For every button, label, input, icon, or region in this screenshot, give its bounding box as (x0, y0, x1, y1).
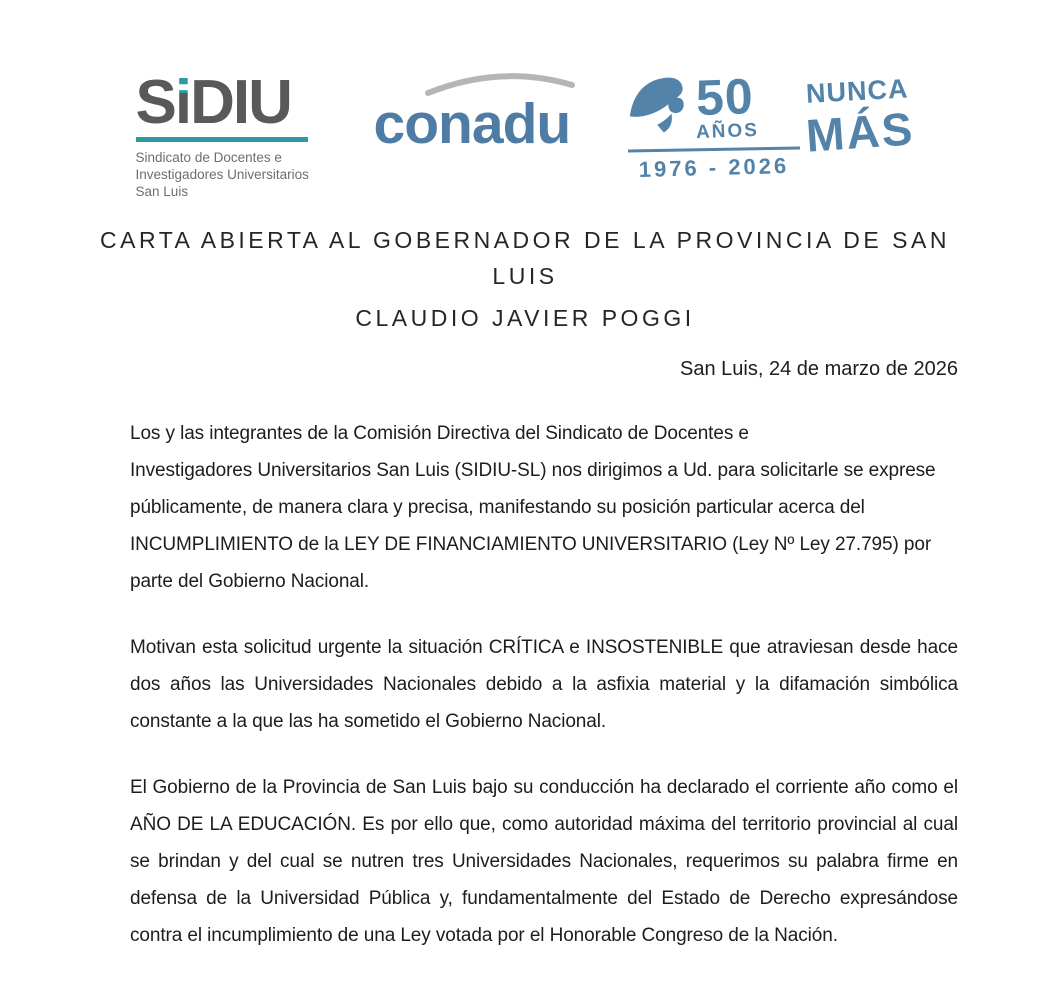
paragraph-1-line-1: Los y las integrantes de la Comisión Directiva del Sindicato de Docentes e (130, 423, 749, 444)
paragraph-1 (130, 415, 958, 600)
letter-recipient: CLAUDIO JAVIER POGGI (355, 305, 695, 331)
conadu-logo (373, 72, 571, 156)
sidiu-tagline-line: Investigadores Universitarios (135, 167, 309, 182)
years-range: 1976 - 2026 (638, 153, 790, 182)
slogan-mas: MÁS (804, 102, 917, 162)
paragraph-3: El Gobierno de la Provincia de San Luis bajo su conducción ha declarado el corriente año como el AÑO DE LA EDUCACIÓN. Es por ello que, como autoridad máxima del territorio provincial al cual se brindan y del cual se nutren tres Universidades Nacionales, requerimos su palabra firme en defensa de la Universidad Pública y, fundamentalmente del Estado de Derecho expresándose contra el incumplimiento de una Ley votada por el Honorable Congreso de la Nación. (130, 777, 958, 946)
letter-title: CARTA ABIERTA AL GOBERNADOR DE LA PROVINCIA DE SAN LUIS (100, 227, 950, 289)
conadu-arc-icon (424, 72, 576, 96)
fifty-number: 50 (695, 68, 755, 127)
letter-heading (0, 222, 1050, 336)
sidiu-underline (136, 137, 308, 142)
conadu-wordmark: conadu (373, 92, 571, 156)
nuncamas-left-block (628, 68, 800, 182)
letter-body (130, 358, 958, 954)
paragraph-2: Motivan esta solicitud urgente la situación CRÍTICA e INSOSTENIBLE que atraviesan desde hace dos años las Universidades Nacionales debido a la asfixia material y la difamación simbólica constante a la que las ha sometido el Gobierno Nacional. (130, 637, 958, 732)
sidiu-logo (135, 68, 316, 200)
slogan-nunca: NUNCA (805, 73, 910, 109)
sidiu-tagline-line: Sindicato de Docentes e (135, 150, 282, 165)
sidiu-wordmark: SiDIU (135, 68, 291, 137)
anios-label: AÑOS (695, 119, 760, 144)
sidiu-tagline-line: San Luis (135, 184, 189, 199)
sidiu-tagline (136, 149, 316, 200)
nuncamas-logo (628, 68, 917, 182)
years-divider (628, 146, 800, 152)
paragraph-1-rest: Investigadores Universitarios San Luis (SIDIU-SL) nos dirigimos a Ud. para solicitarle se exprese públicamente, de manera clara y precisa, manifestando su posición particular acerca del INCUMPLIMIENTO de la LEY DE FINANCIAMIENTO UNIVERSITARIO (Ley Nº Ley 27.795) por parte del Gobierno Nacional. (130, 460, 936, 592)
panuelo-madres-icon (628, 74, 694, 140)
nuncamas-slogan (804, 73, 917, 162)
letter-dateline: San Luis, 24 de marzo de 2026 (680, 358, 958, 380)
header-logos (0, 0, 1050, 200)
